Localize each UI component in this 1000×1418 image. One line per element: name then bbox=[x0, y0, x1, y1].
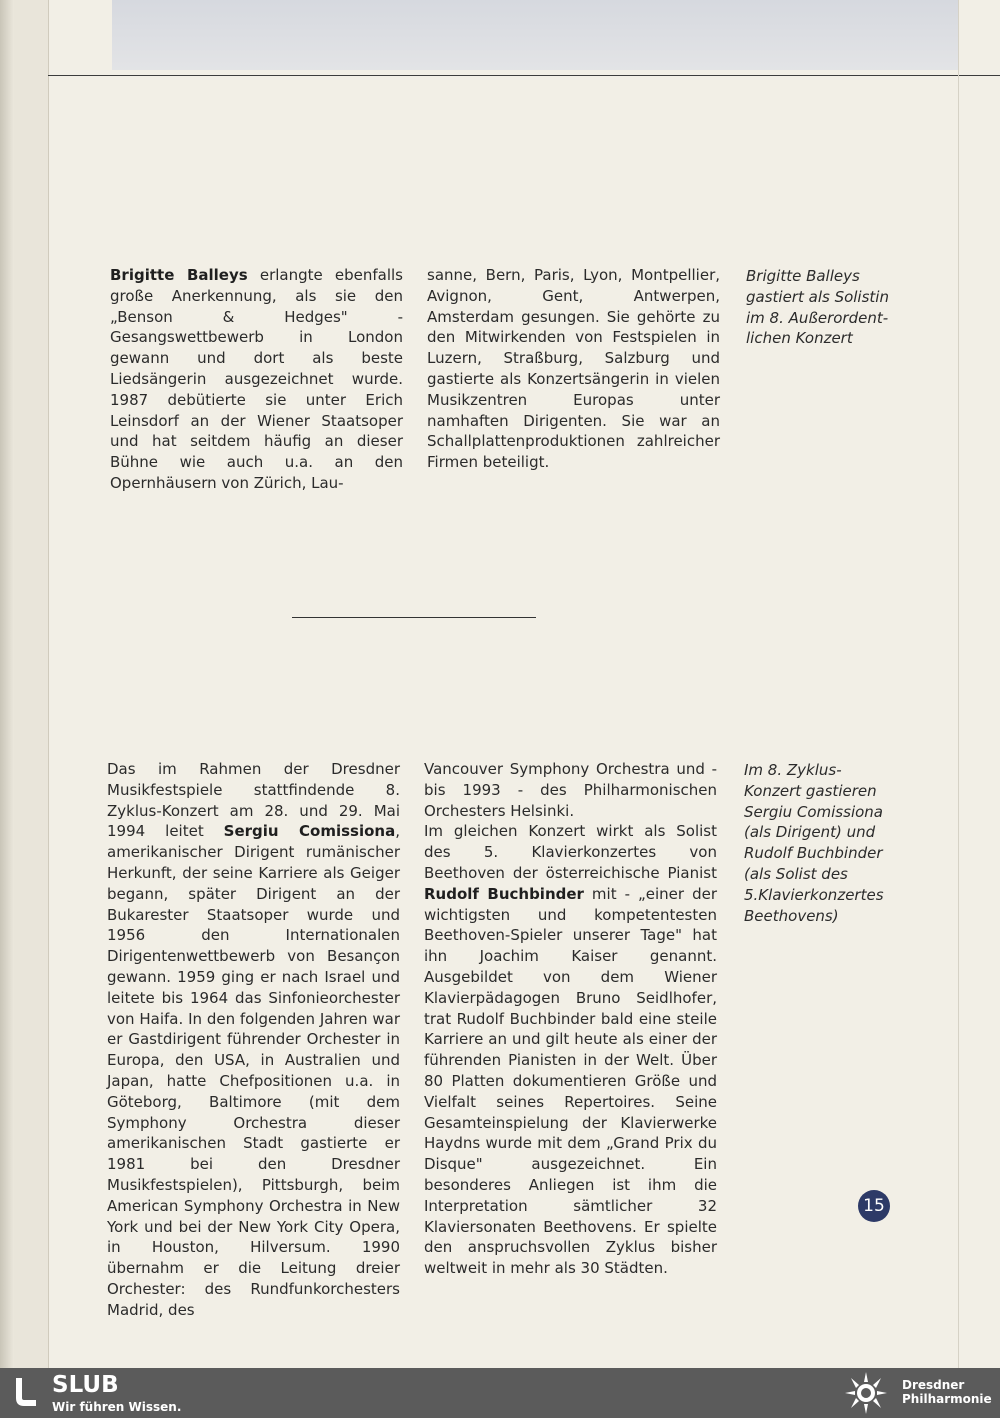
caption-line: 5.Klavierkonzertes bbox=[744, 885, 884, 904]
caption-line: Im 8. Zyklus- bbox=[744, 761, 842, 779]
caption-line: im 8. Außerordent- bbox=[746, 308, 889, 327]
balleys-caption bbox=[746, 266, 946, 349]
header-bleed-band bbox=[112, 0, 958, 70]
philharmonie-line-2: Philharmonie bbox=[902, 1392, 992, 1406]
section-divider bbox=[292, 617, 536, 618]
page-number-badge: 15 bbox=[858, 1190, 890, 1222]
balleys-paragraph-cont bbox=[427, 265, 720, 473]
philharmonie-line-1: Dresdner bbox=[902, 1378, 965, 1392]
buchbinder-text: mit - „einer der wichtigsten und kompetentesten Beethoven-Spieler unserer Tage" hat ihn Joachim Kaiser genannt. Ausgebildet von dem Wiener Klavierpädagogen Bruno Seidlhofer, trat Rudolf Buchbinder bald eine steile Karriere an und gilt heute als einer der führenden Pianisten in der Welt. Über 80 Platten dokumentieren Größe und Vielfalt seines Repertoires. Seine Gesamteinspielung der Klavierwerke Haydns wurde mit dem „Grand Prix du Disque" ausgezeichnet. Ein besonderes Anliegen ist ihm die Interpretation sämtlicher 32 Klaviersonaten Beethovens. Er spielte den anspruchsvollen Zyklus bisher weltweit in mehr als 30 Städten. bbox=[424, 884, 717, 1278]
comissiona-intro: Das im Rahmen der Dresdner Musikfestspiele stattfindende 8. Zyklus-Konzert am 28. und 29. Mai 1994 leitet bbox=[107, 760, 400, 841]
page-gutter-shadow bbox=[0, 0, 14, 1368]
slub-tagline: Wir führen Wissen. bbox=[52, 1400, 182, 1414]
balleys-name: Brigitte Balleys bbox=[110, 266, 248, 284]
page-edge-line bbox=[958, 0, 959, 1368]
philharmonie-logo-icon[interactable] bbox=[842, 1370, 890, 1416]
caption-line: (als Dirigent) und bbox=[744, 823, 876, 842]
caption-line: gastiert als Solistin bbox=[746, 287, 889, 306]
left-page-edge bbox=[14, 0, 49, 1368]
buchbinder-intro: Im gleichen Konzert wirkt als Solist des 5. Klavierkonzertes von Beethoven der österreichische Pianist bbox=[424, 822, 717, 882]
balleys-text-cont: sanne, Bern, Paris, Lyon, Montpellier, Avignon, Gent, Antwerpen, Amsterdam gesungen. Sie gehörte zu den Mitwirkenden von Festspielen in Luzern, Straßburg, Salzburg und gastierte als Konzertsängerin in vielen Musikzentren Europas unter namhaften Dirigenten. Sie war an Schallplattenproduktionen zahlreicher Firmen beteiligt. bbox=[427, 266, 720, 472]
philharmonie-name[interactable] bbox=[902, 1378, 992, 1406]
comissiona-text-cont: Vancouver Symphony Orchestra und - bis 1993 - des Philharmonischen Orchesters Helsinki. bbox=[424, 760, 717, 820]
slub-logo-icon[interactable] bbox=[10, 1376, 40, 1408]
caption-line: Konzert gastieren bbox=[744, 781, 877, 800]
slub-name[interactable]: SLUB bbox=[52, 1372, 119, 1398]
caption-line: lichen Konzert bbox=[746, 329, 853, 348]
header-rule bbox=[48, 75, 1000, 76]
comissiona-name: Sergiu Comissiona bbox=[223, 822, 396, 841]
caption-line: Beethovens) bbox=[744, 906, 839, 925]
buchbinder-name: Rudolf Buchbinder bbox=[424, 884, 584, 903]
balleys-paragraph bbox=[110, 265, 403, 494]
comissiona-text: , amerikanischer Dirigent rumänischer Herkunft, der seine Karriere als Geiger begann, später Dirigent an der Bukarester Staatsoper wurde und 1956 den Internationalen Dirigentenwettbewerb von Besançon gewann. 1959 ging er nach Israel und leitete bis 1964 das Sinfonieorchester von Haifa. In den folgenden Jahren war er Gastdirigent führender Orchester in Europa, den USA, in Australien und Japan, hatte Chefpositionen u.a. in Göteborg, Baltimore (mit dem Symphony Orchestra dieser amerikanischen Stadt gastierte er 1981 bei den Dresdner Musikfestspielen), Pittsburgh, beim American Symphony Orchestra in New York und bei der New York City Opera, in Houston, Hilversum. 1990 übernahm er die Leitung dreier Orchester: des Rundfunkorchesters Madrid, des bbox=[107, 822, 400, 1319]
balleys-text: erlangte ebenfalls große Anerkennung, als sie den „Benson & Hedges" - Gesangswettbewerb in London gewann und dort als beste Liedsängerin ausgezeichnet wurde. 1987 debütierte sie unter Erich Leinsdorf an der Wiener Staatsoper und hat seitdem häufig an dieser Bühne wie auch u.a. an den Opernhäusern von Zürich, Lau- bbox=[110, 266, 403, 492]
caption-line: Sergiu Comissiona bbox=[744, 802, 883, 821]
caption-line: Rudolf Buchbinder bbox=[744, 844, 883, 863]
caption-line: (als Solist des bbox=[744, 864, 848, 883]
buchbinder-paragraph bbox=[424, 759, 717, 1279]
footer-bar bbox=[0, 1368, 1000, 1418]
comissiona-paragraph bbox=[107, 759, 400, 1321]
buchbinder-block bbox=[424, 821, 717, 1279]
concert-caption bbox=[744, 760, 944, 926]
caption-line: Brigitte Balleys bbox=[746, 267, 860, 285]
